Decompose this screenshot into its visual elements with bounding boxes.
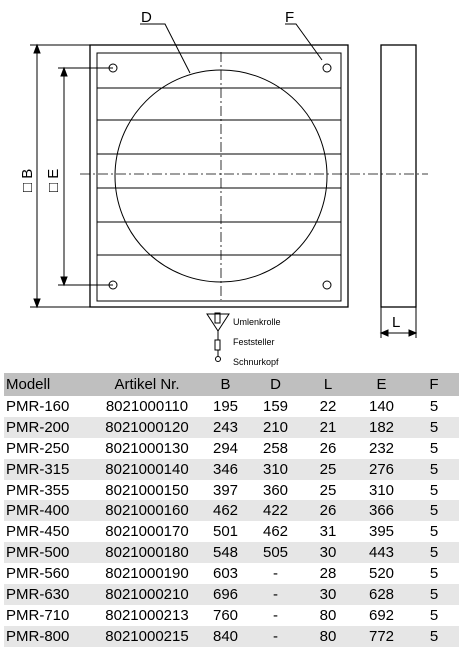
cell-e: 772 (354, 626, 409, 647)
cell-b: 760 (212, 606, 239, 624)
cell-modell: PMR-200 (4, 417, 92, 438)
cell-artikel-nr: 8021000213 (105, 606, 189, 624)
label-b: □ B (19, 168, 36, 192)
cell-b: 840 (202, 626, 249, 647)
callout-feststeller: Feststeller (233, 337, 275, 347)
cell-artikel-nr: 8021000110 (105, 397, 189, 415)
cell-d: - (273, 606, 278, 624)
cell-artikel-nr: 8021000120 (92, 417, 202, 438)
header-l: L (302, 373, 354, 396)
dimension-e (58, 68, 113, 285)
cell-b: 603 (212, 565, 239, 583)
cell-f: 5 (429, 565, 439, 583)
cell-l: 26 (319, 439, 337, 457)
cell-modell: PMR-630 (4, 584, 92, 605)
cell-e: 692 (368, 606, 395, 624)
cell-f: 5 (429, 523, 439, 541)
cell-f: 5 (409, 626, 459, 647)
cell-b: 243 (202, 417, 249, 438)
cell-modell: PMR-355 (6, 481, 70, 499)
label-e: □ E (45, 168, 62, 192)
cell-f: 5 (409, 459, 459, 480)
cell-d: - (273, 565, 278, 583)
cell-l: 25 (302, 459, 354, 480)
table-row (4, 438, 459, 459)
cell-l: 31 (319, 523, 337, 541)
cell-e: 140 (368, 397, 395, 415)
cell-d: 210 (249, 417, 302, 438)
outer-frame (90, 45, 348, 307)
louvre-slats (97, 88, 341, 255)
cell-l: 30 (302, 542, 354, 563)
cell-f: 5 (429, 481, 439, 499)
cell-e: 628 (354, 584, 409, 605)
cell-d: 159 (262, 397, 289, 415)
callout-umlenkrolle: Umlenkrolle (233, 317, 281, 327)
label-f: F (285, 9, 295, 26)
cell-artikel-nr: 8021000140 (92, 459, 202, 480)
cell-f: 5 (429, 397, 439, 415)
cell-d: 310 (249, 459, 302, 480)
table-row (4, 542, 459, 563)
table-row (4, 521, 459, 542)
label-l: L (392, 314, 401, 331)
cell-b: 696 (202, 584, 249, 605)
cell-e: 395 (368, 523, 395, 541)
table-row (4, 584, 459, 605)
table-row (4, 459, 459, 480)
table-row (4, 396, 459, 417)
cell-f: 5 (409, 500, 459, 521)
cell-l: 80 (319, 606, 337, 624)
cell-artikel-nr: 8021000215 (92, 626, 202, 647)
cell-b: 294 (212, 439, 239, 457)
cell-modell: PMR-400 (4, 500, 92, 521)
cell-e: 366 (354, 500, 409, 521)
callout-schnurkopf: Schnurkopf (233, 357, 279, 367)
cell-modell: PMR-500 (4, 542, 92, 563)
cell-artikel-nr: 8021000170 (105, 523, 189, 541)
cell-l: 28 (319, 565, 337, 583)
table-row (4, 626, 459, 647)
cell-artikel-nr: 8021000150 (105, 481, 189, 499)
cell-modell: PMR-450 (6, 523, 70, 541)
cell-modell: PMR-800 (4, 626, 92, 647)
cell-f: 5 (409, 417, 459, 438)
inner-frame (97, 53, 341, 301)
spec-table (4, 373, 459, 647)
cord-mechanism (207, 313, 229, 362)
cell-d: 505 (249, 542, 302, 563)
cell-artikel-nr: 8021000160 (92, 500, 202, 521)
header-modell: Modell (4, 373, 92, 396)
header-d: D (249, 373, 302, 396)
cell-l: 80 (302, 626, 354, 647)
cell-modell: PMR-560 (6, 565, 70, 583)
cell-artikel-nr: 8021000130 (105, 439, 189, 457)
table-row (4, 500, 459, 521)
center-lines (80, 52, 428, 300)
cell-e: 310 (368, 481, 395, 499)
header-f: F (409, 373, 459, 396)
table-row (4, 417, 459, 438)
cell-l: 25 (319, 481, 337, 499)
cell-modell: PMR-250 (6, 439, 70, 457)
cell-artikel-nr: 8021000180 (92, 542, 202, 563)
table-row (4, 605, 459, 626)
cell-f: 5 (429, 606, 439, 624)
cell-f: 5 (429, 439, 439, 457)
table-header-row (4, 373, 459, 396)
cell-d: 360 (262, 481, 289, 499)
cell-l: 22 (319, 397, 337, 415)
cell-d: 462 (262, 523, 289, 541)
cell-d: - (249, 584, 302, 605)
cell-l: 30 (302, 584, 354, 605)
cell-artikel-nr: 8021000210 (92, 584, 202, 605)
header-e: E (354, 373, 409, 396)
cell-artikel-nr: 8021000190 (105, 565, 189, 583)
cell-b: 501 (212, 523, 239, 541)
cell-b: 195 (212, 397, 239, 415)
cell-d: 258 (262, 439, 289, 457)
cell-d: - (249, 626, 302, 647)
cell-e: 276 (354, 459, 409, 480)
header-b: B (202, 373, 249, 396)
cell-f: 5 (409, 584, 459, 605)
cell-modell: PMR-710 (6, 606, 70, 624)
cell-f: 5 (409, 542, 459, 563)
cell-b: 397 (212, 481, 239, 499)
cell-e: 182 (354, 417, 409, 438)
table-row (4, 480, 459, 501)
leader-lines (140, 24, 322, 73)
cell-b: 346 (202, 459, 249, 480)
table-row (4, 563, 459, 584)
cell-l: 21 (302, 417, 354, 438)
cell-e: 443 (354, 542, 409, 563)
cell-modell: PMR-315 (4, 459, 92, 480)
cell-e: 232 (368, 439, 395, 457)
cell-d: 422 (249, 500, 302, 521)
side-view (381, 45, 416, 307)
cell-b: 462 (202, 500, 249, 521)
cell-modell: PMR-160 (6, 397, 70, 415)
cell-b: 548 (202, 542, 249, 563)
cell-l: 26 (302, 500, 354, 521)
header-artikel-nr: Artikel Nr. (92, 373, 202, 396)
cell-e: 520 (368, 565, 395, 583)
label-d: D (141, 9, 152, 26)
